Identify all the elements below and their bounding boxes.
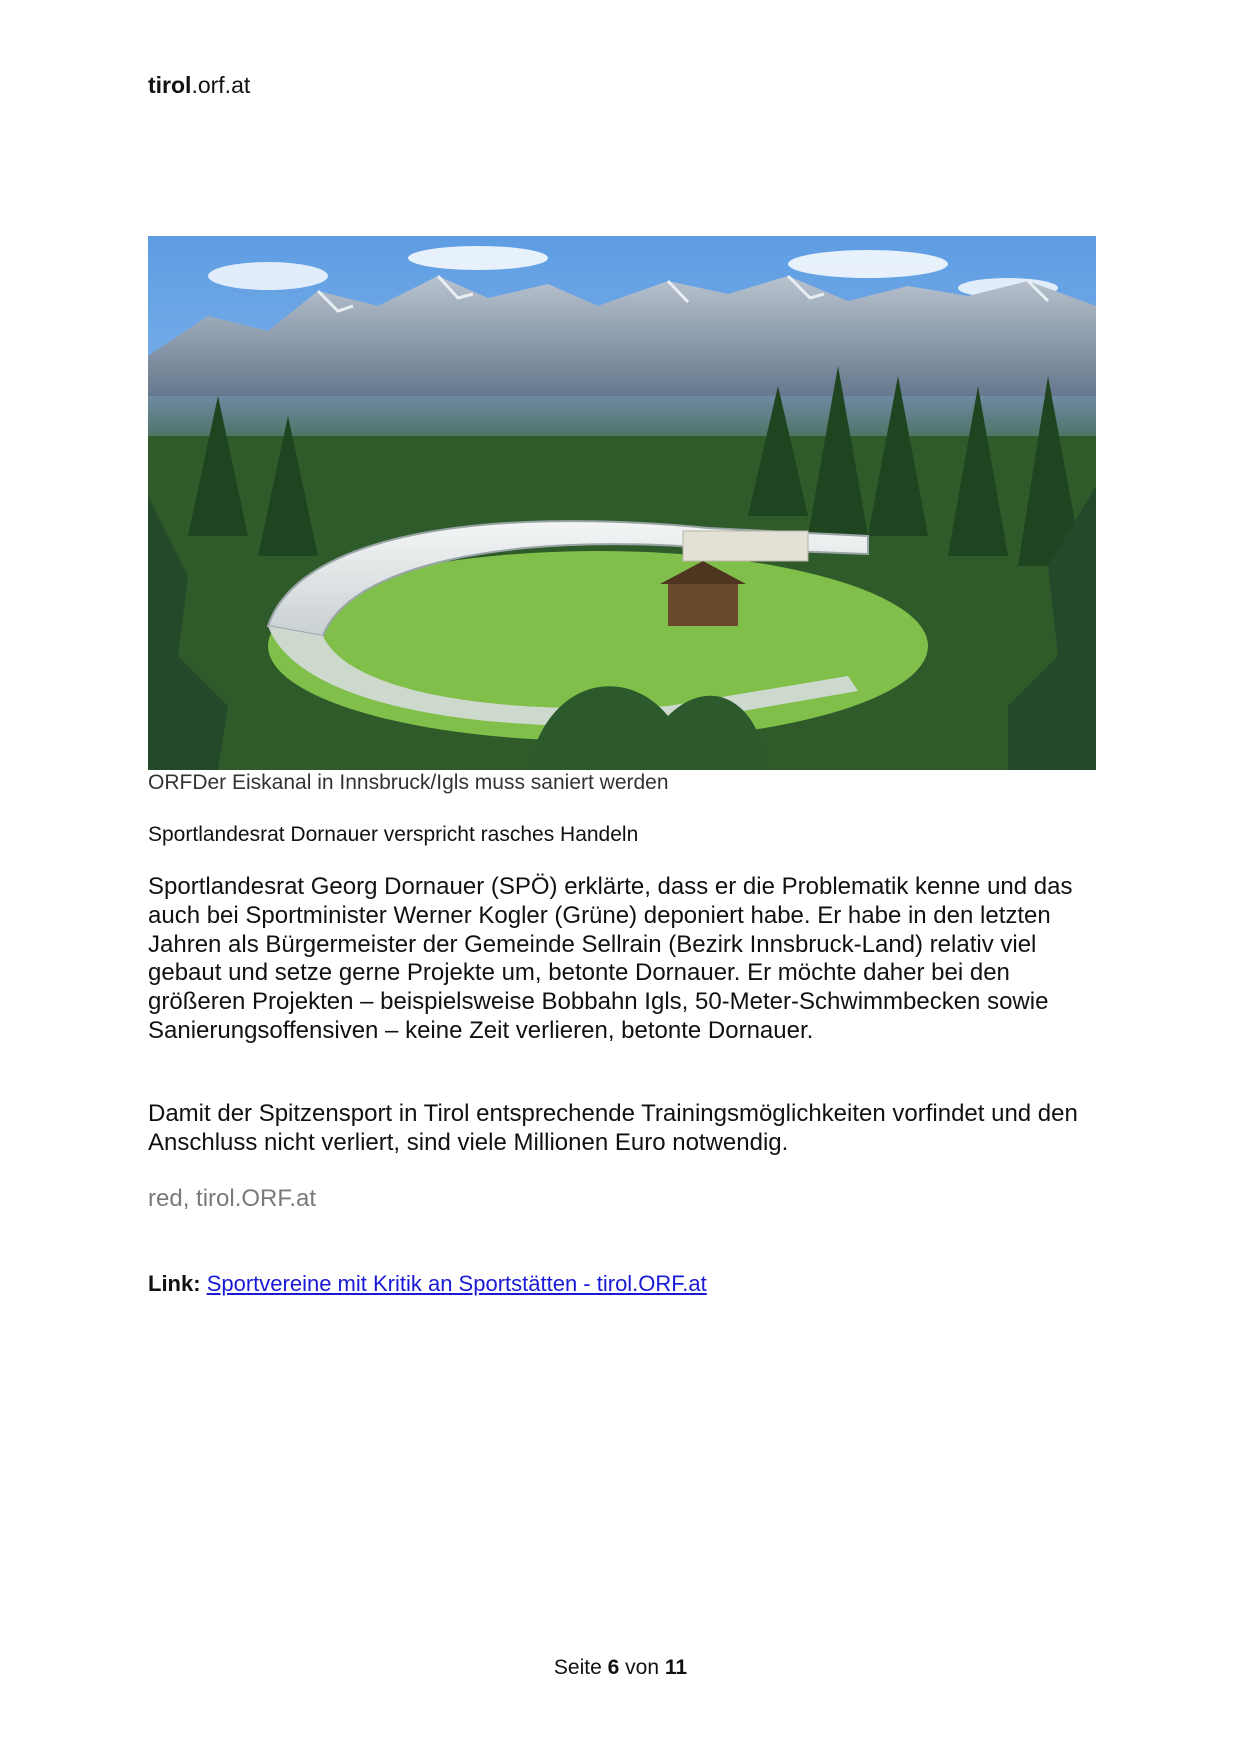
- site-header: [148, 72, 250, 99]
- link-label: Link:: [148, 1271, 201, 1296]
- footer-prefix: Seite: [553, 1656, 602, 1679]
- site-name-bold: tirol: [148, 72, 192, 98]
- photo-caption: [148, 771, 669, 795]
- footer-middle: von: [625, 1656, 660, 1679]
- caption-credit: ORF: [148, 771, 193, 794]
- bobsleigh-track-photo: [148, 236, 1096, 770]
- section-subheading: Sportlandesrat Dornauer verspricht rasches Handeln: [148, 823, 639, 846]
- body-paragraph-1: Sportlandesrat Georg Dornauer (SPÖ) erklärte, dass er die Problematik kenne und das auch bei Sportminister Werner Kogler (Grüne) deponiert habe. Er habe in den letzten Jahren als Bürgermeister der Gemeinde Sellrain (Bezirk Innsbruck-Land) relativ viel gebaut und setze gerne Projekte um, betonte Dornauer. Er möchte daher bei den größeren Projekten – beispielsweise Bobbahn Igls, 50-Meter-Schwimmbecken sowie Sanierungsoffensiven – keine Zeit verlieren, betonte Dornauer.: [148, 873, 1073, 1044]
- page-footer: [0, 1656, 1241, 1680]
- source-credit: red, tirol.ORF.at: [148, 1185, 317, 1212]
- site-name-rest: .orf.at: [191, 72, 251, 98]
- related-article-link[interactable]: Sportvereine mit Kritik an Sportstätten - tirol.ORF.at: [206, 1271, 707, 1296]
- total-page-count: 11: [664, 1656, 688, 1679]
- related-link-line: [148, 1271, 707, 1297]
- caption-text: Der Eiskanal in Innsbruck/Igls muss saniert werden: [192, 771, 669, 794]
- body-paragraph-2: Damit der Spitzensport in Tirol entsprechende Trainingsmöglichkeiten vorfindet und den Anschluss nicht verliert, sind viele Millionen Euro notwendig.: [148, 1100, 1078, 1156]
- current-page-number: 6: [607, 1656, 620, 1679]
